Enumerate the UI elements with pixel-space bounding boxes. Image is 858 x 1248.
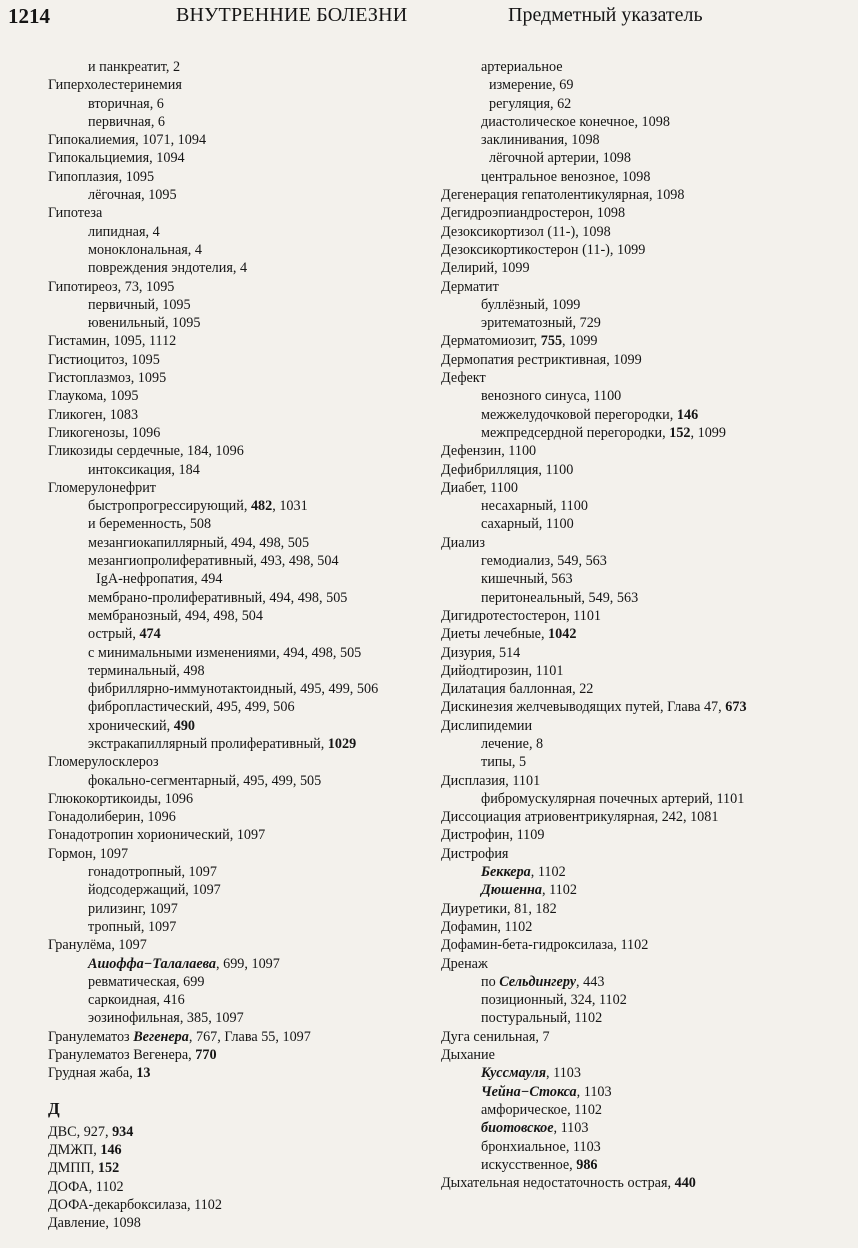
running-title: ВНУТРЕННИЕ БОЛЕЗНИ <box>176 4 408 26</box>
index-text: Дизурия, 514 <box>441 644 521 661</box>
index-entry <box>48 1159 438 1177</box>
index-text: первичный, 1095 <box>88 296 191 313</box>
index-text: липидная, 4 <box>88 223 160 240</box>
index-text: Гликозиды сердечные, 184, 1096 <box>48 443 244 460</box>
index-emphasis: 934 <box>112 1123 134 1140</box>
index-text: Гистиоцитоз, 1095 <box>48 351 160 368</box>
index-entry <box>441 662 851 680</box>
index-entry <box>48 790 438 808</box>
index-text: с минимальными изменениями, 494, 498, 505 <box>88 644 362 661</box>
index-text: позиционный, 324, 1102 <box>481 992 627 1009</box>
index-entry <box>441 936 851 954</box>
index-emphasis: 1042 <box>548 626 577 643</box>
index-entry <box>48 845 438 863</box>
index-text: Диализ <box>441 534 485 551</box>
index-column-right <box>441 58 851 1192</box>
index-emphasis: 146 <box>100 1141 122 1158</box>
index-subentry <box>48 589 438 607</box>
index-subentry <box>48 644 438 662</box>
index-entry <box>441 278 851 296</box>
index-subentry <box>441 1101 851 1119</box>
index-text: ювенильный, 1095 <box>88 315 201 332</box>
index-text: Диеты лечебные, <box>441 626 549 643</box>
index-text: амфорическое, 1102 <box>481 1101 603 1118</box>
index-text: Дерматит <box>441 278 499 295</box>
index-text: диастолическое конечное, 1098 <box>481 113 670 130</box>
index-text: фибриллярно-иммунотактоидный, 495, 499, 506 <box>88 681 379 698</box>
index-subentry <box>48 534 438 552</box>
index-entry <box>48 1123 438 1141</box>
index-text: искусственное, <box>481 1156 577 1173</box>
index-text: фокально-сегментарный, 495, 499, 505 <box>88 772 322 789</box>
index-entry <box>441 1174 851 1192</box>
index-text: буллёзный, 1099 <box>481 296 581 313</box>
index-entry <box>441 1046 851 1064</box>
index-text: Гломерулонефрит <box>48 479 157 496</box>
index-emphasis: 152 <box>97 1160 120 1177</box>
index-entry <box>48 278 438 296</box>
index-text: , 699, 1097 <box>216 955 280 972</box>
section-title: Предметный указатель <box>508 4 703 26</box>
index-entry <box>441 826 851 844</box>
index-emphasis: Куссмауля <box>481 1065 547 1082</box>
index-subentry <box>48 552 438 570</box>
index-emphasis: 474 <box>139 626 161 643</box>
index-subentry <box>48 296 438 314</box>
index-text: Гломерулосклероз <box>48 754 159 771</box>
index-subentry <box>48 95 438 113</box>
index-text: Гипотиреоз, 73, 1095 <box>48 278 175 295</box>
index-entry <box>48 131 438 149</box>
index-text: Диуретики, 81, 182 <box>441 900 557 917</box>
index-subentry <box>441 1009 851 1027</box>
index-text: Дренаж <box>441 955 488 972</box>
index-subentry <box>48 113 438 131</box>
index-text: регуляция, 62 <box>489 95 572 112</box>
index-subentry <box>48 223 438 241</box>
index-entry <box>441 223 851 241</box>
index-text: Гранулематоз Вегенера, <box>48 1047 196 1064</box>
index-entry <box>441 442 851 460</box>
index-text: заклинивания, 1098 <box>481 132 600 149</box>
index-entry <box>48 406 438 424</box>
index-subentry <box>441 424 851 442</box>
index-text: , 1099 <box>562 333 598 350</box>
index-emphasis: 986 <box>576 1156 598 1173</box>
index-subentry <box>441 168 851 186</box>
index-entry <box>48 332 438 350</box>
index-subentry <box>48 735 438 753</box>
index-entry <box>48 479 438 497</box>
index-text: по <box>481 973 500 990</box>
index-text: Гипотеза <box>48 205 103 222</box>
index-entry <box>441 479 851 497</box>
index-subentry <box>441 1138 851 1156</box>
index-text: быстропрогрессирующий, <box>88 498 251 515</box>
index-subentry <box>441 131 851 149</box>
index-entry <box>441 698 851 716</box>
index-text: Дефензин, 1100 <box>441 443 537 460</box>
index-entry <box>441 607 851 625</box>
index-text: Давление, 1098 <box>48 1215 141 1232</box>
index-text: гонадотропный, 1097 <box>88 864 217 881</box>
page-header <box>0 0 858 34</box>
index-text: саркоидная, 416 <box>88 992 185 1009</box>
index-text: эозинофильная, 385, 1097 <box>88 1010 244 1027</box>
index-text: мембрано-пролиферативный, 494, 498, 505 <box>88 589 348 606</box>
index-subentry <box>441 863 851 881</box>
index-text: , 1102 <box>530 864 566 881</box>
index-entry <box>48 753 438 771</box>
index-text: Дерматомиозит, <box>441 333 541 350</box>
index-text: Дискинезия желчевыводящих путей, Глава 47, <box>441 699 726 716</box>
index-text: , 1103 <box>546 1065 581 1082</box>
index-emphasis: 1029 <box>327 735 357 752</box>
index-subentry <box>441 497 851 515</box>
index-text: бронхиальное, 1103 <box>481 1138 601 1155</box>
index-text: IgA-нефропатия, 494 <box>96 571 223 588</box>
index-entry <box>441 955 851 973</box>
index-entry <box>441 717 851 735</box>
index-emphasis: 673 <box>725 699 747 716</box>
index-subentry <box>441 314 851 332</box>
index-subentry <box>48 991 438 1009</box>
index-text: Дыхание <box>441 1047 495 1064</box>
index-text: интоксикация, 184 <box>88 461 200 478</box>
index-text: типы, 5 <box>481 754 527 771</box>
index-entry <box>441 625 851 643</box>
index-entry <box>441 186 851 204</box>
index-text: Дилатация баллонная, 22 <box>441 681 594 698</box>
index-entry <box>441 369 851 387</box>
index-text: Дермопатия рестриктивная, 1099 <box>441 351 642 368</box>
index-text: Гонадолиберин, 1096 <box>48 809 176 826</box>
index-text: ДОФА, 1102 <box>48 1178 124 1195</box>
index-text: , 767, Глава 55, 1097 <box>188 1028 311 1045</box>
index-text: Дофамин, 1102 <box>441 918 533 935</box>
section-letter: Д <box>48 1098 60 1118</box>
index-subentry <box>48 58 438 76</box>
index-text: , 1099 <box>690 424 726 441</box>
index-text: Дезоксикортизол (11-), 1098 <box>441 223 611 240</box>
index-text: , 1103 <box>553 1120 589 1137</box>
index-emphasis: 482 <box>250 498 273 515</box>
index-text: Гликогенозы, 1096 <box>48 424 161 441</box>
index-entry <box>48 369 438 387</box>
index-emphasis: Вегенера <box>133 1028 189 1045</box>
index-text: фибропластический, 495, 499, 506 <box>88 699 295 716</box>
index-entry <box>48 1196 438 1214</box>
index-subentry <box>48 241 438 259</box>
index-subentry <box>48 1009 438 1027</box>
index-entry <box>48 1178 438 1196</box>
index-text: повреждения эндотелия, 4 <box>88 260 248 277</box>
index-subentry <box>48 497 438 515</box>
index-subentry <box>441 149 851 167</box>
index-text: Дегенерация гепатолентикулярная, 1098 <box>441 187 685 204</box>
index-text: постуральный, 1102 <box>481 1010 603 1027</box>
index-subentry <box>441 76 851 94</box>
index-text: Диссоциация атриовентрикулярная, 242, 1081 <box>441 809 719 826</box>
index-emphasis: Сельдингеру <box>499 973 577 990</box>
index-subentry <box>441 296 851 314</box>
index-subentry <box>48 461 438 479</box>
index-text: Дефект <box>441 370 486 387</box>
index-subentry <box>441 387 851 405</box>
index-subentry <box>441 570 851 588</box>
index-subentry <box>441 790 851 808</box>
index-subentry <box>441 113 851 131</box>
index-subentry <box>48 881 438 899</box>
index-text: Гликоген, 1083 <box>48 406 139 423</box>
index-subentry <box>441 95 851 113</box>
index-text: моноклональная, 4 <box>88 241 202 258</box>
index-emphasis: 440 <box>674 1175 696 1192</box>
index-entry <box>48 1046 438 1064</box>
index-text: йодсодержащий, 1097 <box>88 882 221 899</box>
index-text: мембранозный, 494, 498, 504 <box>88 607 263 624</box>
index-entry <box>48 387 438 405</box>
index-entry <box>441 918 851 936</box>
index-text: мезангиокапиллярный, 494, 498, 505 <box>88 534 310 551</box>
index-text: Дислипидемии <box>441 717 533 734</box>
index-entry <box>48 442 438 460</box>
index-entry <box>48 1064 438 1082</box>
index-text: эритематозный, 729 <box>481 315 601 332</box>
index-text: гемодиализ, 549, 563 <box>481 553 607 570</box>
index-subentry <box>48 863 438 881</box>
index-entry <box>48 1141 438 1159</box>
index-entry <box>441 644 851 662</box>
index-entry <box>441 808 851 826</box>
index-entry <box>48 936 438 954</box>
index-text: Дигидротестостерон, 1101 <box>441 607 602 624</box>
index-text: Гонадотропин хорионический, 1097 <box>48 827 266 844</box>
index-text: центральное венозное, 1098 <box>481 168 651 185</box>
index-entry <box>48 826 438 844</box>
index-subentry <box>441 1083 851 1101</box>
index-emphasis: 146 <box>676 406 699 423</box>
index-emphasis: 490 <box>173 717 196 734</box>
index-subentry <box>441 1156 851 1174</box>
index-emphasis: Беккера <box>481 864 531 881</box>
index-entry <box>48 204 438 222</box>
index-text: Дефибрилляция, 1100 <box>441 461 574 478</box>
index-subentry <box>441 552 851 570</box>
index-emphasis: Дюшенна <box>481 882 543 899</box>
index-text: Диабет, 1100 <box>441 479 518 496</box>
index-text: терминальный, 498 <box>88 662 205 679</box>
index-entry <box>48 1214 438 1232</box>
index-emphasis: биотовское <box>481 1120 554 1137</box>
index-text: мезангиопролиферативный, 493, 498, 504 <box>88 553 339 570</box>
index-text: лечение, 8 <box>481 735 544 752</box>
index-text: Гистамин, 1095, 1112 <box>48 333 177 350</box>
index-subentry <box>441 515 851 533</box>
index-entry <box>441 259 851 277</box>
index-emphasis: 152 <box>669 424 691 441</box>
index-text: , 443 <box>576 973 605 990</box>
index-emphasis: 755 <box>540 333 563 350</box>
index-entry <box>441 351 851 369</box>
index-subentry <box>48 698 438 716</box>
index-column-left <box>48 58 438 1232</box>
index-text: Дистрофин, 1109 <box>441 827 545 844</box>
index-text: острый, <box>88 626 140 643</box>
index-subentry <box>441 406 851 424</box>
index-text: Дофамин-бета-гидроксилаза, 1102 <box>441 937 649 954</box>
index-text: несахарный, 1100 <box>481 498 588 515</box>
index-text: Гистоплазмоз, 1095 <box>48 370 167 387</box>
index-text: , 1102 <box>542 882 577 899</box>
index-text: лёгочная, 1095 <box>88 187 177 204</box>
index-emphasis: 770 <box>195 1047 217 1064</box>
index-subentry <box>48 900 438 918</box>
index-text: Гипокальциемия, 1094 <box>48 150 185 167</box>
index-subentry <box>441 753 851 771</box>
index-text: , 1103 <box>576 1083 612 1100</box>
index-text: ДОФА-декарбоксилаза, 1102 <box>48 1196 222 1213</box>
index-emphasis: 13 <box>136 1065 151 1082</box>
index-text: и беременность, 508 <box>88 516 212 533</box>
index-subentry <box>48 515 438 533</box>
index-subentry <box>48 717 438 735</box>
index-entry <box>441 1028 851 1046</box>
index-subentry <box>441 1064 851 1082</box>
index-text: ДВС, 927, <box>48 1123 113 1140</box>
index-text: ревматическая, 699 <box>88 973 205 990</box>
index-text: фибромускулярная почечных артерий, 1101 <box>481 790 745 807</box>
index-emphasis: Чейна−Стокса <box>481 1083 577 1100</box>
index-entry <box>441 204 851 222</box>
index-subentry <box>48 680 438 698</box>
index-text: Гипоплазия, 1095 <box>48 168 155 185</box>
index-text: Дыхательная недостаточность острая, <box>441 1175 675 1192</box>
index-entry <box>441 845 851 863</box>
index-text: ДМПП, <box>48 1160 98 1177</box>
index-subentry <box>441 991 851 1009</box>
index-entry <box>48 808 438 826</box>
index-text: венозного синуса, 1100 <box>481 388 622 405</box>
index-text: Дуга сенильная, 7 <box>441 1028 550 1045</box>
index-subentry <box>48 607 438 625</box>
index-subentry <box>48 772 438 790</box>
index-entry <box>48 1028 438 1046</box>
index-subentry <box>48 918 438 936</box>
index-entry <box>48 424 438 442</box>
index-text: сахарный, 1100 <box>481 516 574 533</box>
index-text: Гормон, 1097 <box>48 845 129 862</box>
index-text: первичная, 6 <box>88 113 166 130</box>
index-text: Гипокалиемия, 1071, 1094 <box>48 132 207 149</box>
index-text: Дегидроэпиандростерон, 1098 <box>441 205 626 222</box>
index-text: тропный, 1097 <box>88 918 177 935</box>
index-text: хронический, <box>88 717 174 734</box>
index-subentry <box>441 58 851 76</box>
index-text: Грудная жаба, <box>48 1065 137 1082</box>
index-text: межжелудочковой перегородки, <box>481 406 677 423</box>
index-text: кишечный, 563 <box>481 571 573 588</box>
index-entry <box>48 76 438 94</box>
index-subentry <box>48 973 438 991</box>
index-text: ДМЖП, <box>48 1141 101 1158</box>
index-entry <box>441 772 851 790</box>
index-subentry <box>441 881 851 899</box>
index-text: артериальное <box>481 59 563 75</box>
index-entry <box>441 680 851 698</box>
index-subentry <box>48 259 438 277</box>
index-text: рилизинг, 1097 <box>88 900 178 917</box>
index-entry <box>441 461 851 479</box>
index-text: Глюкокортикоиды, 1096 <box>48 790 194 807</box>
index-entry <box>48 351 438 369</box>
index-subentry <box>48 662 438 680</box>
index-text: и панкреатит, 2 <box>88 59 181 75</box>
index-text: измерение, 69 <box>489 77 574 94</box>
index-subentry <box>48 625 438 643</box>
index-subentry <box>48 955 438 973</box>
index-subentry <box>48 186 438 204</box>
index-entry <box>48 149 438 167</box>
index-text: Глаукома, 1095 <box>48 388 139 405</box>
index-text: Дисплазия, 1101 <box>441 772 541 789</box>
index-subentry <box>441 589 851 607</box>
index-text: Дийодтирозин, 1101 <box>441 662 564 679</box>
index-text: Дистрофия <box>441 845 509 862</box>
index-text: , 1031 <box>272 498 308 515</box>
index-text: экстракапиллярный пролиферативный, <box>88 735 328 752</box>
index-entry <box>441 332 851 350</box>
index-entry <box>48 168 438 186</box>
index-text: Гранулематоз <box>48 1028 134 1045</box>
index-subentry <box>441 735 851 753</box>
index-text: перитонеальный, 549, 563 <box>481 589 639 606</box>
index-text: Гиперхолестеринемия <box>48 77 182 94</box>
index-text: Дезоксикортикостерон (11-), 1099 <box>441 241 646 258</box>
index-text: лёгочной артерии, 1098 <box>489 150 631 167</box>
index-text: Гранулёма, 1097 <box>48 937 147 954</box>
index-subentry <box>441 973 851 991</box>
index-subentry <box>441 1119 851 1137</box>
page-number: 1214 <box>8 4 50 28</box>
index-entry <box>441 534 851 552</box>
index-emphasis: Ашоффа−Талалаева <box>88 955 217 972</box>
index-entry <box>441 241 851 259</box>
index-text: межпредсердной перегородки, <box>481 424 670 441</box>
index-subentry <box>48 570 438 588</box>
index-subentry <box>48 314 438 332</box>
index-text: вторичная, 6 <box>88 95 164 112</box>
index-text: Делирий, 1099 <box>441 260 530 277</box>
index-entry <box>441 900 851 918</box>
